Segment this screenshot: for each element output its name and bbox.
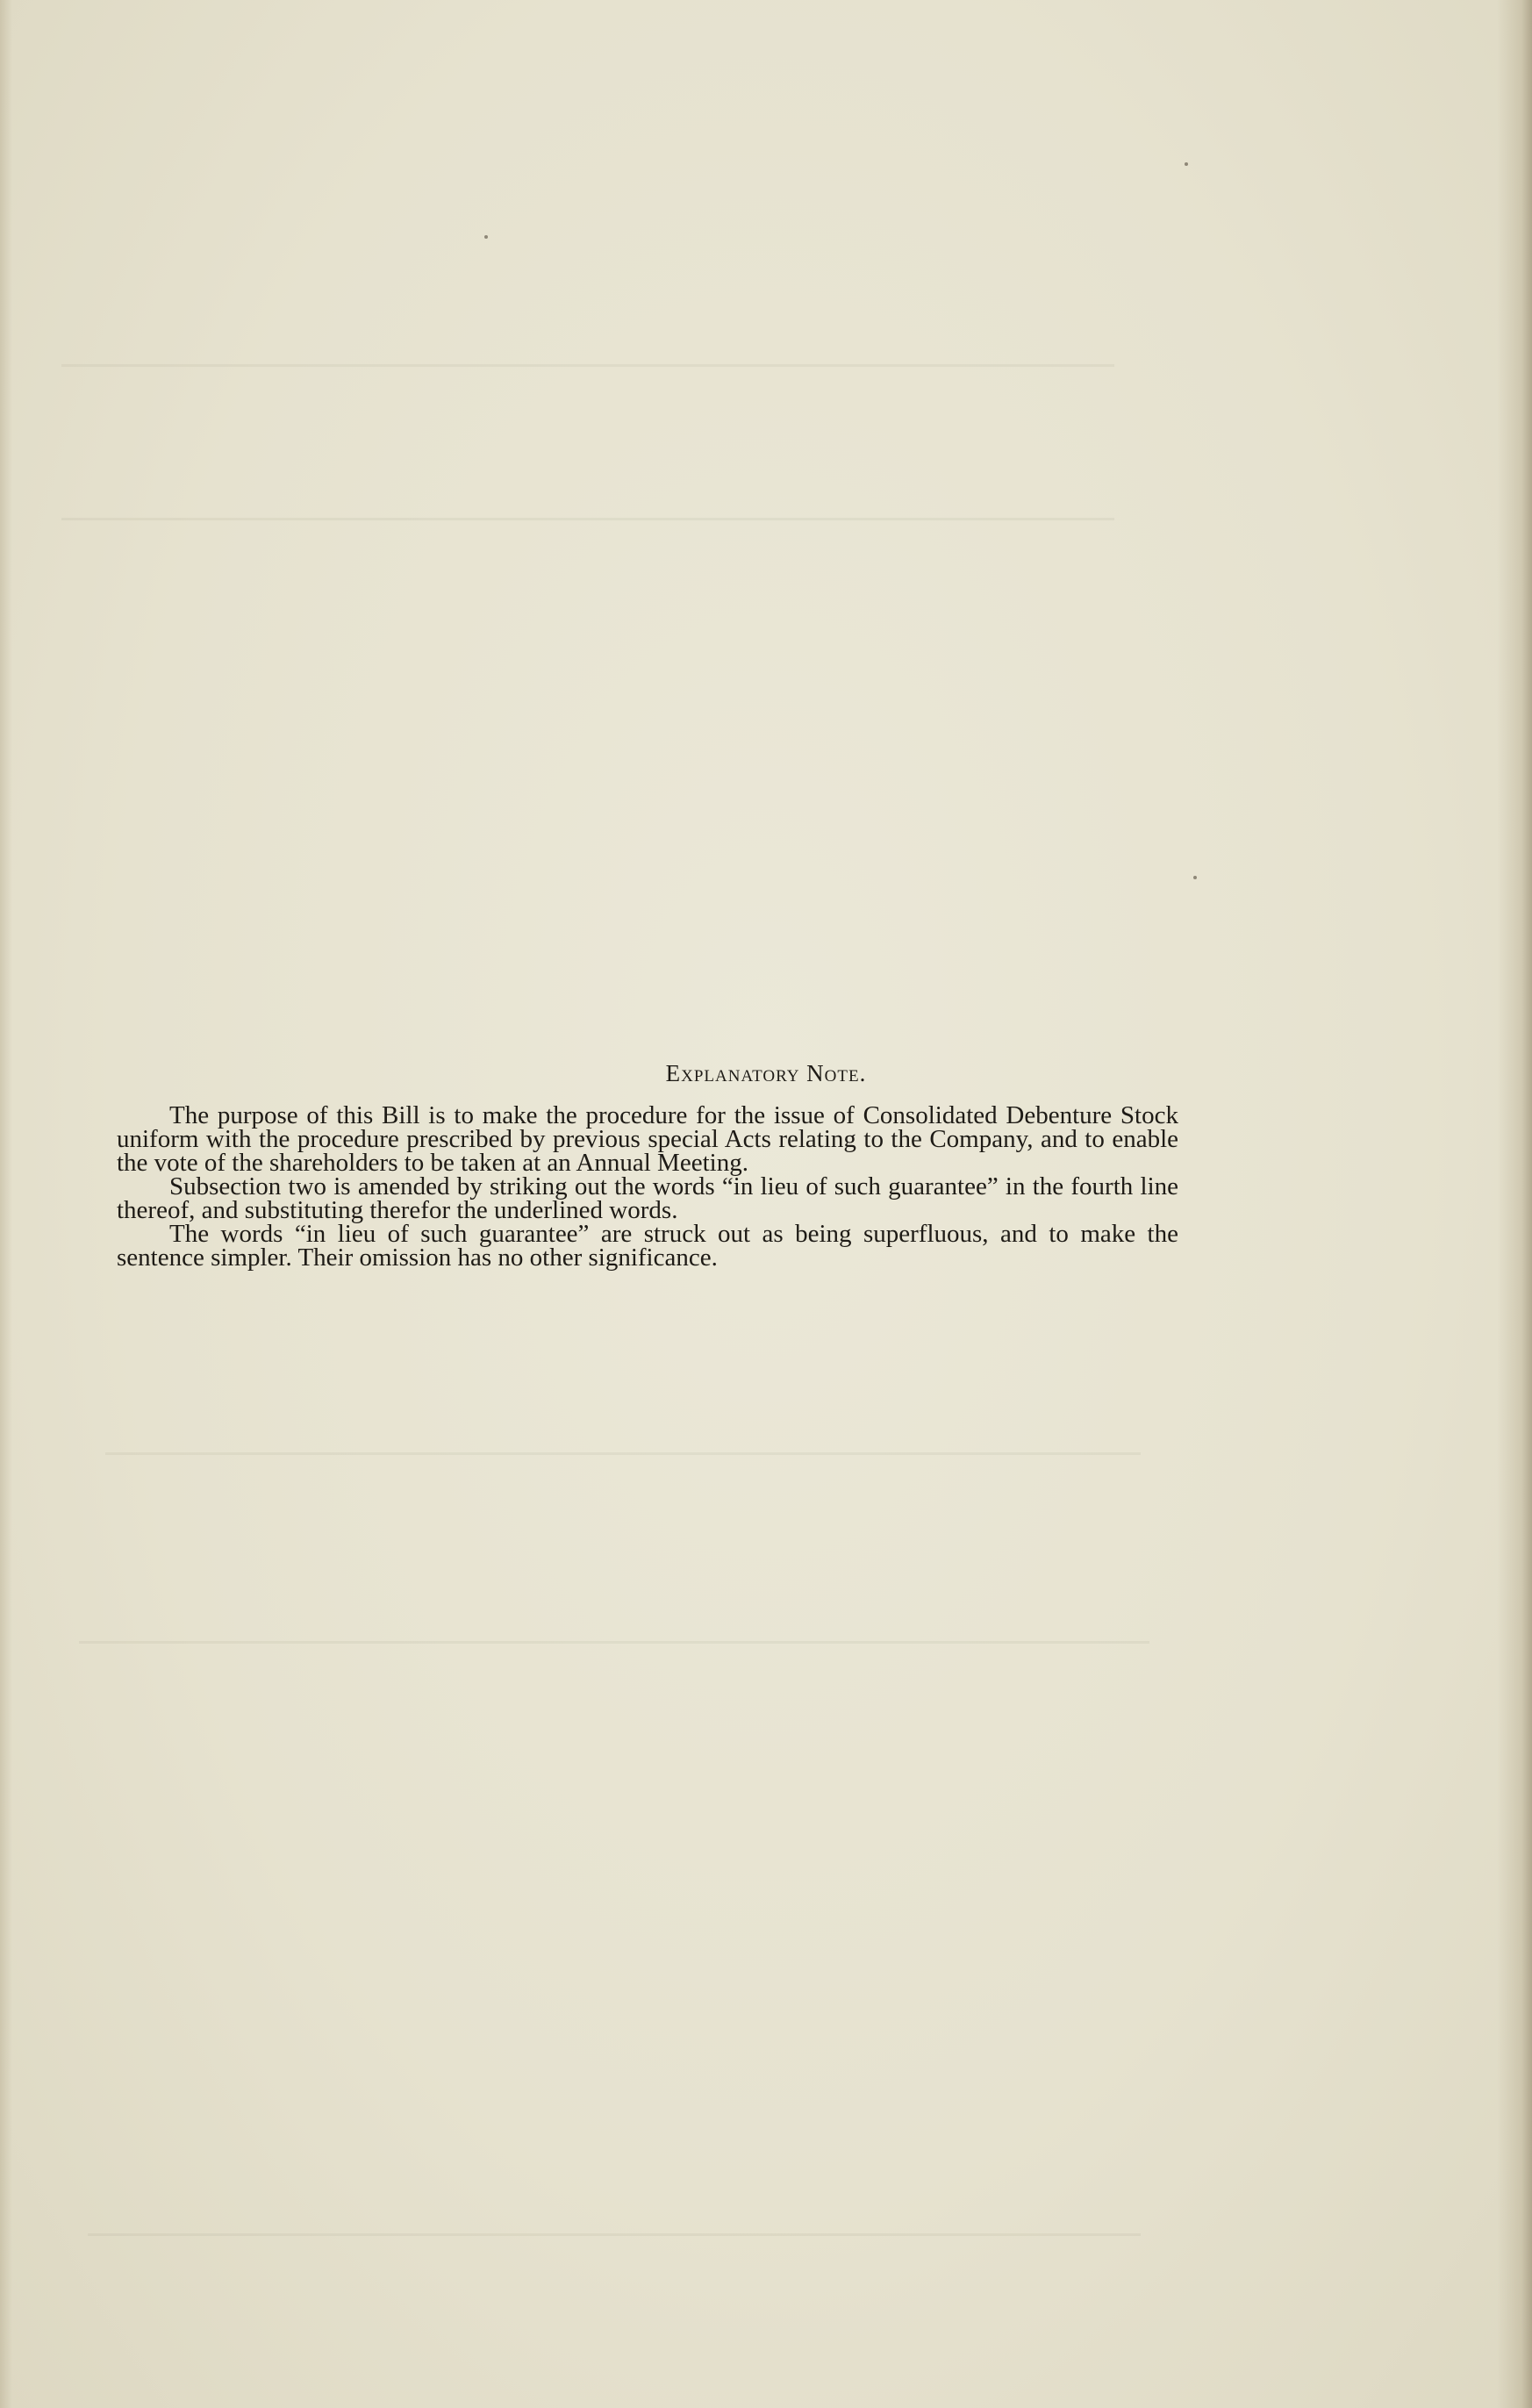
paper-speck: [1185, 162, 1188, 166]
show-through-rule: [79, 1641, 1149, 1644]
explanatory-note-body: [117, 1101, 1178, 1272]
paper-speck: [1193, 876, 1197, 879]
show-through-rule: [61, 364, 1114, 367]
show-through-rule: [61, 518, 1114, 520]
explanatory-note-heading: Explanatory Note.: [665, 1060, 867, 1086]
page-edge-shadow-right: [1497, 0, 1532, 2408]
page-edge-shadow-left: [0, 0, 12, 2408]
paper-speck: [484, 235, 488, 239]
note-paragraph-purpose: The purpose of this Bill is to make the procedure for the issue of Consolidated Debenture Stock uniform with the procedure prescribed by previous special Acts relating to the Company, and to enable the vote of the shareholders to be taken at an Annual Meeting.: [117, 1101, 1178, 1177]
note-paragraph-words: The words “in lieu of such guarantee” are struck out as being superfluous, and to make the sentence simpler. Their omission has no other significance.: [117, 1220, 1178, 1272]
note-paragraph-subsection: Subsection two is amended by striking out the words “in lieu of such guarantee” in the fourth line thereof, and substituting therefor the underlined words.: [117, 1172, 1178, 1224]
show-through-rule: [105, 1452, 1141, 1455]
show-through-rule: [88, 2233, 1141, 2236]
